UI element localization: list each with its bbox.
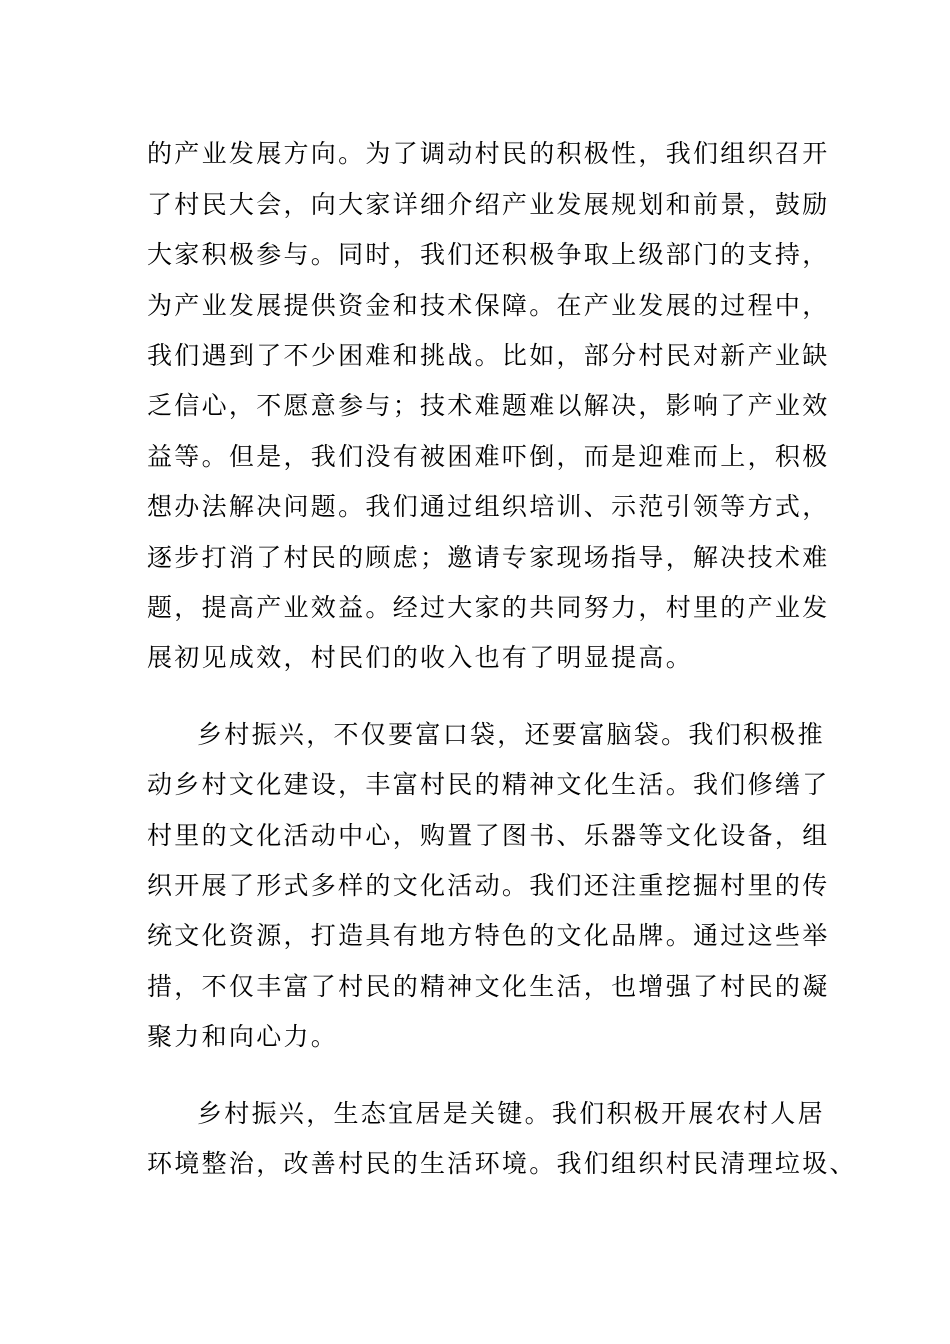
text-line: 织开展了形式多样的文化活动。我们还注重挖掘村里的传 (147, 871, 830, 900)
text-line: 大家积极参与。同时，我们还积极争取上级部门的支持， (147, 240, 830, 269)
text-line: 题，提高产业效益。经过大家的共同努力，村里的产业发 (147, 593, 830, 622)
text-line: 想办法解决问题。我们通过组织培训、示范引领等方式， (147, 492, 830, 521)
text-line: 动乡村文化建设，丰富村民的精神文化生活。我们修缮了 (147, 770, 830, 799)
text-line: 乡村振兴，不仅要富口袋，还要富脑袋。我们积极推 (197, 720, 825, 749)
text-line: 为产业发展提供资金和技术保障。在产业发展的过程中， (147, 291, 830, 320)
text-line: 了村民大会，向大家详细介绍产业发展规划和前景，鼓励 (147, 190, 830, 219)
text-line: 益等。但是，我们没有被困难吓倒，而是迎难而上，积极 (147, 442, 830, 471)
text-line: 统文化资源，打造具有地方特色的文化品牌。通过这些举 (147, 921, 830, 950)
text-line: 聚力和向心力。 (147, 1022, 339, 1051)
text-line: 我们遇到了不少困难和挑战。比如，部分村民对新产业缺 (147, 341, 830, 370)
text-line: 逐步打消了村民的顾虑；邀请专家现场指导，解决技术难 (147, 543, 830, 572)
text-line: 展初见成效，村民们的收入也有了明显提高。 (147, 643, 694, 672)
text-line: 乏信心，不愿意参与；技术难题难以解决，影响了产业效 (147, 391, 830, 420)
text-line: 村里的文化活动中心，购置了图书、乐器等文化设备，组 (147, 821, 830, 850)
text-line: 环境整治，改善村民的生活环境。我们组织村民清理垃圾、 (147, 1149, 857, 1178)
text-line: 措，不仅丰富了村民的精神文化生活，也增强了村民的凝 (147, 972, 830, 1001)
text-line: 乡村振兴，生态宜居是关键。我们积极开展农村人居 (197, 1099, 825, 1128)
text-line: 的产业发展方向。为了调动村民的积极性，我们组织召开 (147, 139, 830, 168)
